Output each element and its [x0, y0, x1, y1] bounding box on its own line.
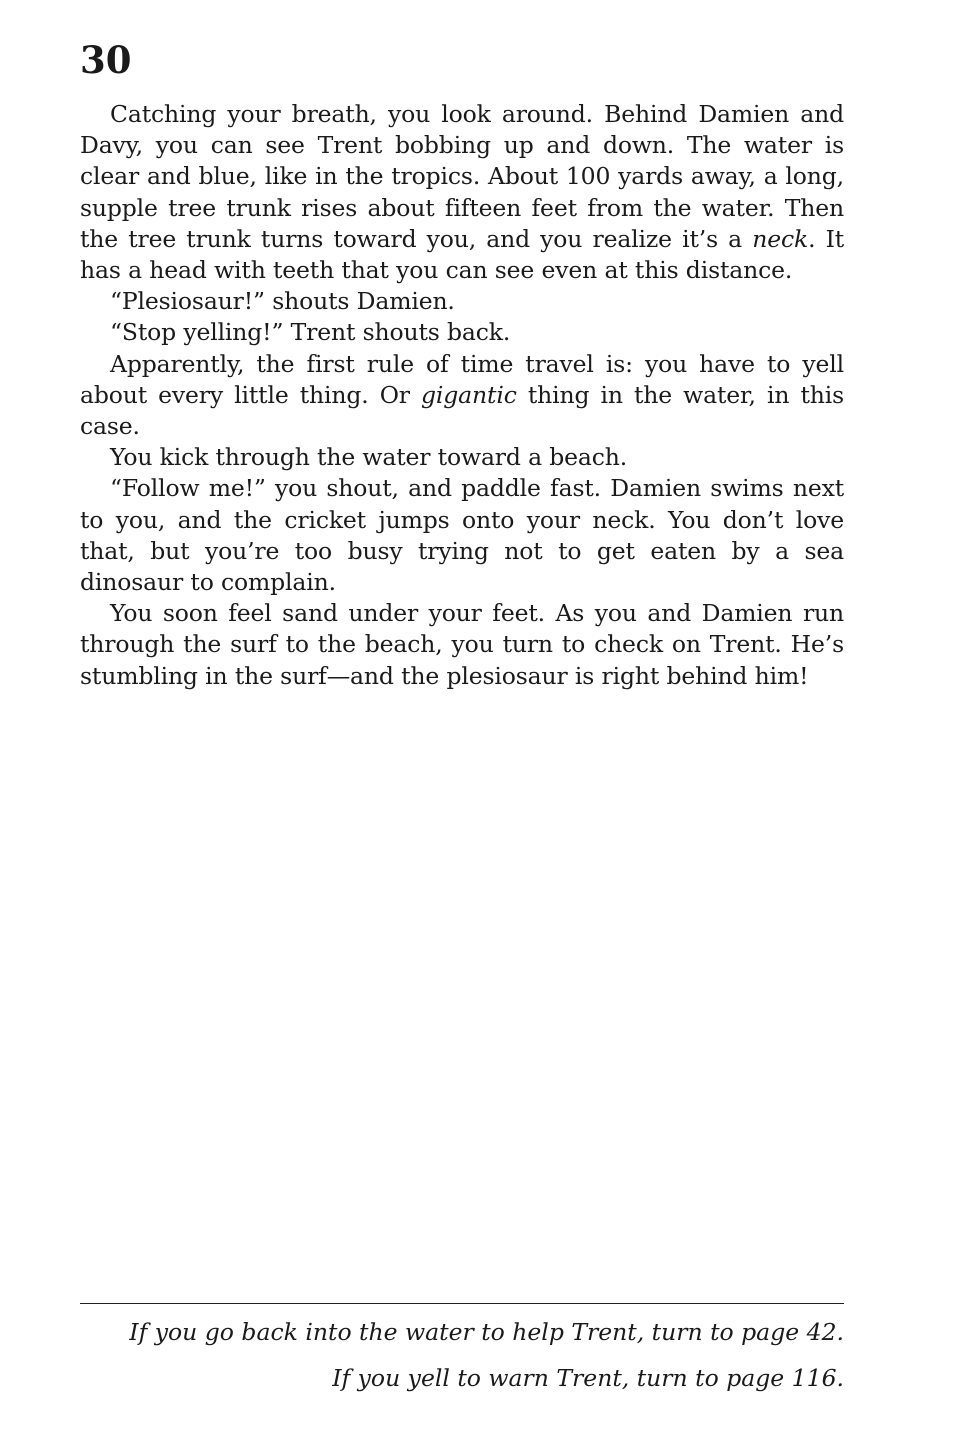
- page-number: 30: [80, 38, 132, 82]
- paragraph: [80, 99, 844, 286]
- choice-yell-warning: If you yell to warn Trent, turn to page 116.: [332, 1364, 844, 1392]
- paragraph: “Plesiosaur!” shouts Damien.: [110, 287, 455, 316]
- paragraph: “Follow me!” you shout, and paddle fast. Damien swims next to you, and the cricket jumps onto your neck. You don’t love that, but you’re too busy trying not to get eaten by a sea dinosaur to complain.: [80, 474, 844, 597]
- paragraph: “Stop yelling!” Trent shouts back.: [110, 318, 511, 347]
- paragraph-text: Apparently, the first rule of time travel is: you have to yell about every little thing. Or: [80, 349, 844, 409]
- story-text: [80, 99, 844, 692]
- emphasis-text: gigantic: [421, 380, 517, 409]
- paragraph: [80, 349, 844, 443]
- choices-divider: [80, 1303, 844, 1304]
- paragraph-text: Catching your breath, you look around. Behind Damien and Davy, you can see Trent bobbing up and down. The water is clear and blue, like in the tropics. About 100 yards away, a long, supple tree trunk rises about fifteen feet from the water. Then the tree trunk turns toward you, and you realize it’s a: [80, 100, 844, 253]
- paragraph-text: . It has a head with teeth that you can see even at this distance.: [80, 224, 844, 285]
- emphasis-text: neck: [752, 224, 809, 253]
- paragraph-text: thing in the water, in this case.: [80, 380, 845, 441]
- choices-list: [80, 1314, 844, 1406]
- paragraph: You soon feel sand under your feet. As you and Damien run through the surf to the beach, you turn to check on Trent. He’s stumbling in the surf—and the plesiosaur is right behind him!: [80, 599, 844, 690]
- choice-go-back: If you go back into the water to help Trent, turn to page 42.: [129, 1318, 844, 1346]
- paragraph: You kick through the water toward a beach.: [110, 443, 628, 472]
